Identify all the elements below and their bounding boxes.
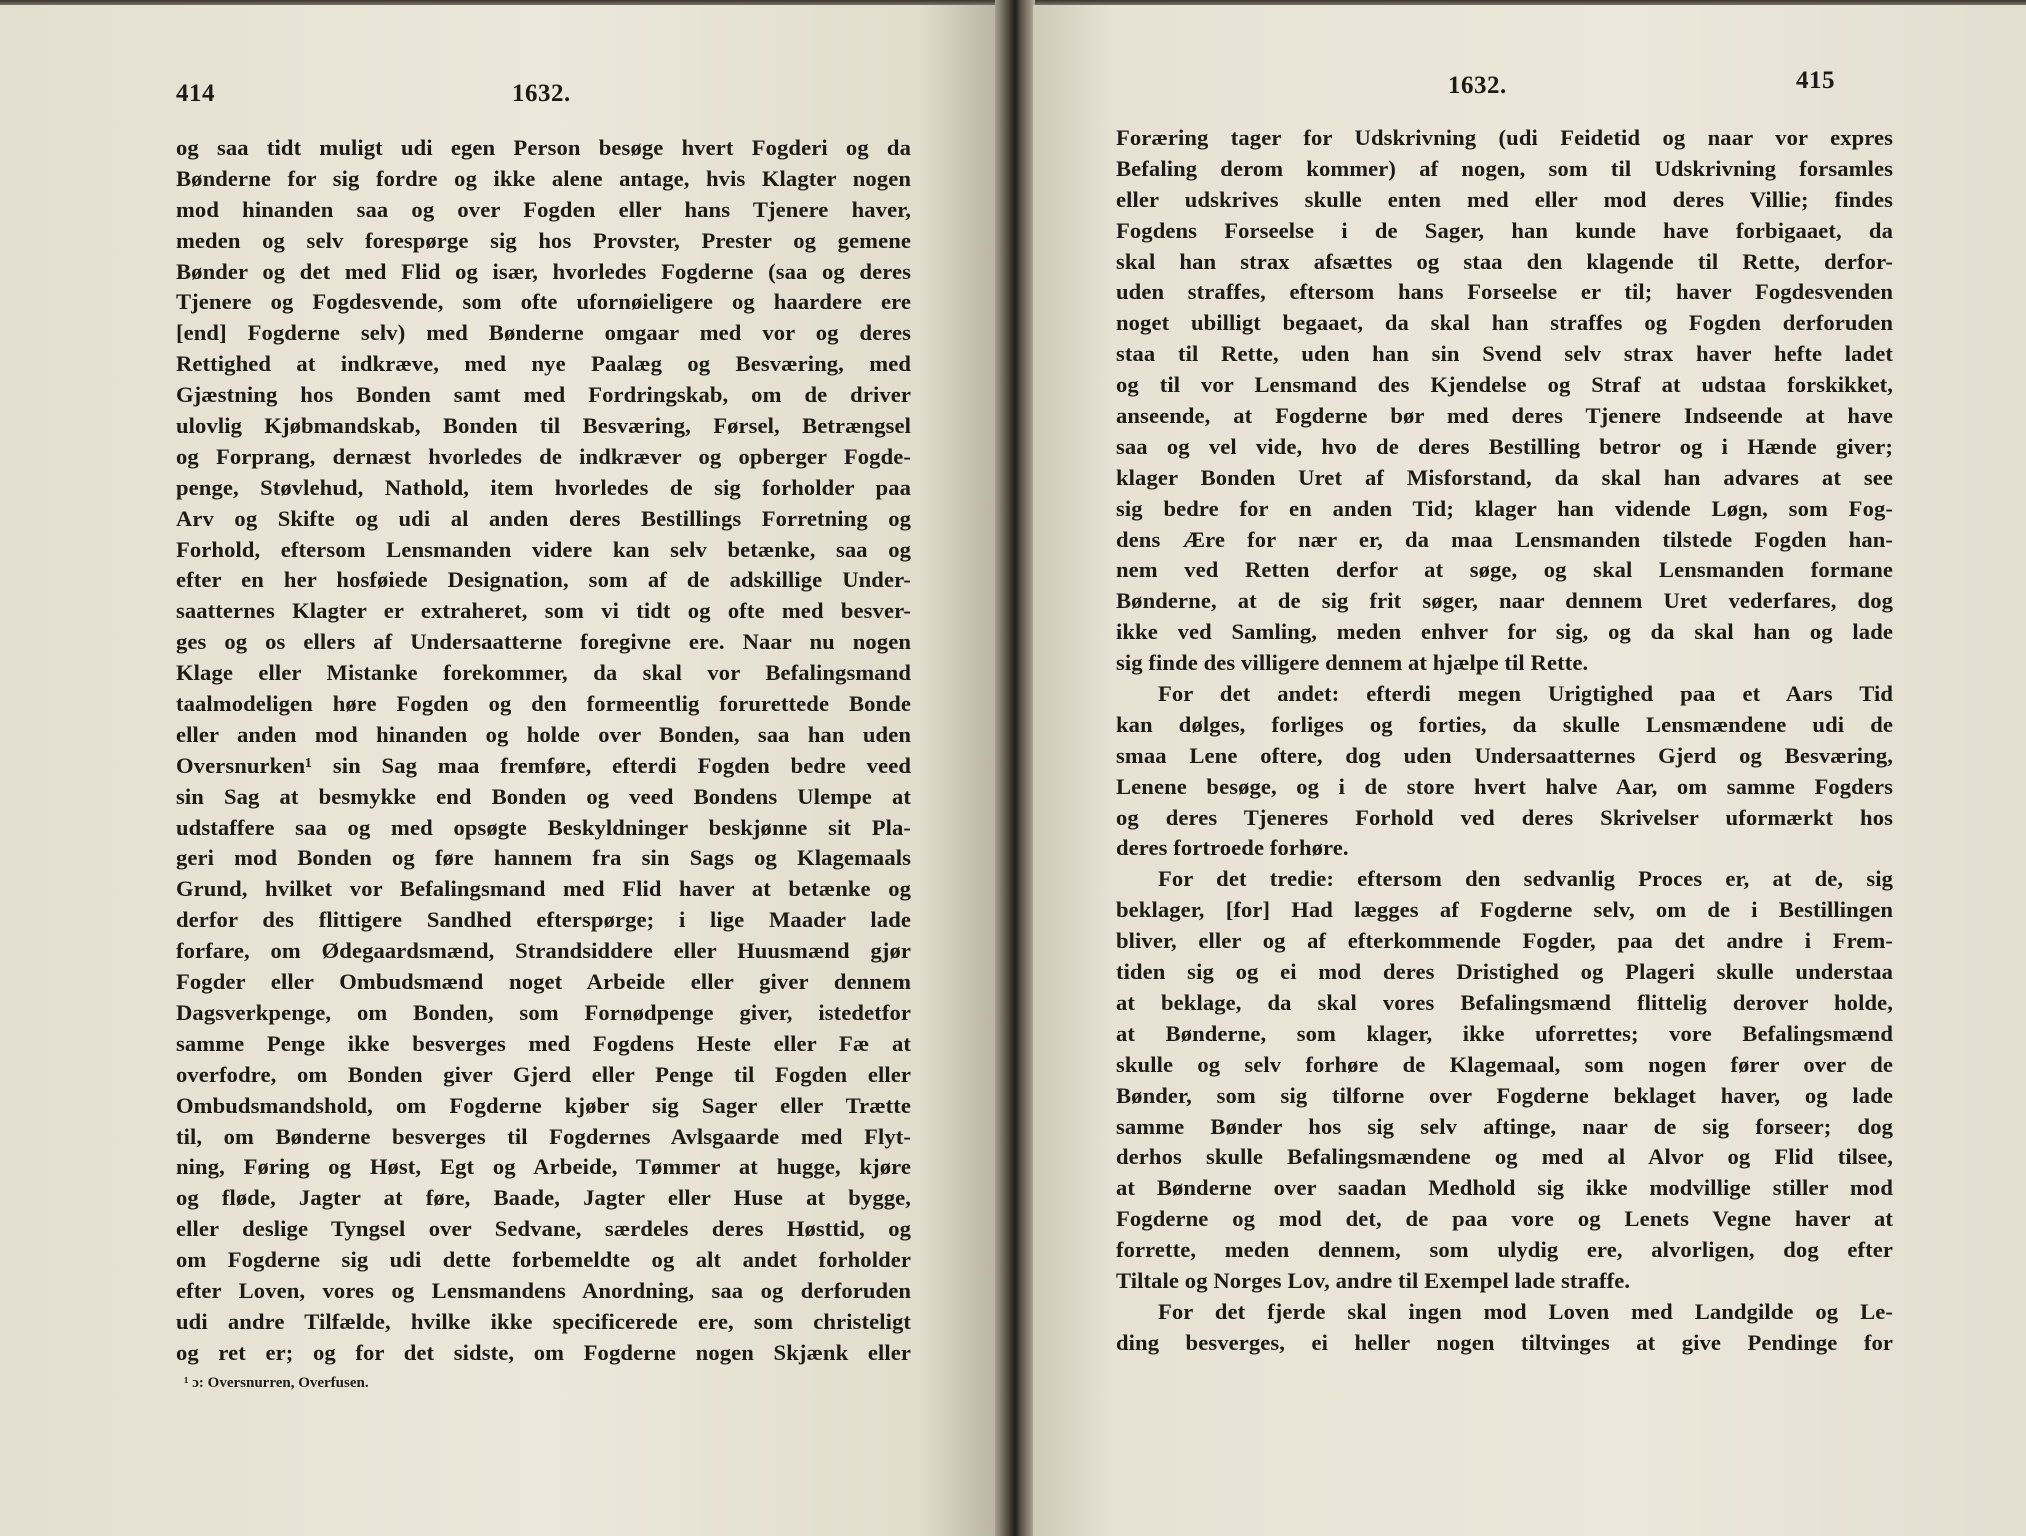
text-line: Bønder og det med Flid og især, hvorledes Fogderne (saa og deres <box>176 258 911 284</box>
text-line: eller udskrives skulle enten med eller mod deres Villie; findes <box>1116 186 1893 212</box>
text-line: Befaling derom kommer) af nogen, som til Udskrivning forsamles <box>1116 155 1893 181</box>
text-line: anseende, at Fogderne bør med deres Tjenere Indseende at have <box>1116 403 1893 429</box>
text-line: dens Ære for nær er, da maa Lensmanden tilstede Fogden han- <box>1116 526 1893 552</box>
text-line: deres fortroede forhøre. <box>1116 835 1349 861</box>
text-line: Dagsverkpenge, om Bonden, som Fornødpenge giver, istedetfor <box>176 999 911 1025</box>
text-line: til, om Bønderne besverges til Fogdernes Avlsgaarde med Flyt- <box>176 1123 911 1149</box>
text-line: at Bønderne over saadan Medhold sig ikke modvillige stiller mod <box>1116 1175 1893 1201</box>
text-line: For det fjerde skal ingen mod Loven med Landgilde og Le- <box>1158 1298 1893 1324</box>
text-line: Tjenere og Fogdesvende, som ofte ufornøieligere og haardere ere <box>176 289 911 315</box>
text-line: uden straffes, eftersom hans Forseelse er til; haver Fogdesvenden <box>1116 279 1893 305</box>
text-line: Fogderne og mod det, de paa vore og Lenets Vegne haver at <box>1116 1206 1893 1232</box>
right-page <box>1033 5 2026 1536</box>
text-line: noget ubilligt begaaet, da skal han straffes og Fogden derforuden <box>1116 310 1893 336</box>
text-line: sig bedre for en anden Tid; klager han vidende Løgn, som Fog- <box>1116 495 1893 521</box>
text-line: udstaffere saa og med opsøgte Beskyldninger beskjønne sit Pla- <box>176 814 911 840</box>
text-line: om Fogderne sig udi dette forbemeldte og alt andet forholder <box>176 1247 911 1273</box>
text-line: samme Bønder hos sig selv aftinge, naar de sig forseer; dog <box>1116 1113 1893 1139</box>
text-line: efter Loven, vores og Lensmandens Anordning, saa og derforuden <box>176 1277 911 1303</box>
text-line: derhos skulle Befalingsmændene og med al Alvor og Flid tilsee, <box>1116 1144 1893 1170</box>
right-page-body <box>1116 123 1893 1359</box>
text-line: skulle og selv forhøre de Klagemaal, som nogen fører over de <box>1116 1051 1893 1077</box>
text-line: og fløde, Jagter at føre, Baade, Jagter eller Huse at bygge, <box>176 1185 911 1211</box>
text-line: sig finde des villigere dennem at hjælpe til Rette. <box>1116 650 1589 676</box>
text-line: penge, Støvlehud, Nathold, item hvorledes de sig forholder paa <box>176 474 911 500</box>
text-line: Fogder eller Ombudsmænd noget Arbeide eller giver dennem <box>176 969 911 995</box>
text-line: beklager, [for] Had lægges af Fogderne selv, om de i Bestillingen <box>1116 897 1893 923</box>
text-line: forfare, om Ødegaardsmænd, Strandsiddere eller Huusmænd gjør <box>176 938 911 964</box>
text-line: derfor des flittigere Sandhed efterspørge; i lige Maader lade <box>176 907 911 933</box>
text-line: Klage eller Mistanke forekommer, da skal vor Befalingsmand <box>176 660 911 686</box>
text-line: Bønder, som sig tilforne over Fogderne beklaget haver, og lade <box>1116 1082 1893 1108</box>
right-year-header: 1632. <box>1448 72 1507 99</box>
text-line: skal han strax afsættes og staa den klagende til Rette, derfor- <box>1116 248 1893 274</box>
text-line: Bønderne, at de sig frit søger, naar dennem Uret vederfares, dog <box>1116 588 1893 614</box>
text-line: Lenene besøge, og i de store hvert halve Aar, om samme Fogders <box>1116 773 1893 799</box>
text-line: Gjæstning hos Bonden samt med Fordringskab, om de driver <box>176 382 911 408</box>
text-line: Rettighed at indkræve, med nye Paalæg og Besværing, med <box>176 351 911 377</box>
text-line: ning, Føring og Høst, Egt og Arbeide, Tømmer at hugge, kjøre <box>176 1154 911 1180</box>
book-gutter <box>995 0 1035 1536</box>
text-line: nem ved Retten derfor at søge, og skal Lensmanden formane <box>1116 557 1893 583</box>
right-page-number: 415 <box>1796 67 1835 94</box>
text-line: Foræring tager for Udskrivning (udi Feidetid og naar vor expres <box>1116 125 1893 150</box>
left-page-body <box>176 133 911 1369</box>
left-page-number: 414 <box>176 80 215 107</box>
text-line: eller deslige Tyngsel over Sedvane, særdeles deres Høsttid, og <box>176 1216 911 1242</box>
text-line: smaa Lene oftere, dog uden Undersaatternes Gjerd og Besværing, <box>1116 742 1893 768</box>
text-line: og deres Tjeneres Forhold ved deres Skrivelser uformærkt hos <box>1116 804 1893 830</box>
text-line: staa til Rette, uden han sin Svend selv strax haver hefte ladet <box>1116 341 1893 367</box>
text-line: og ret er; og for det sidste, om Fogderne nogen Skjænk eller <box>176 1339 911 1365</box>
text-line: sin Sag at besmykke end Bonden og veed Bondens Ulempe at <box>176 783 911 809</box>
text-line: og saa tidt muligt udi egen Person besøge hvert Fogderi og da <box>176 135 911 160</box>
text-line: og Forprang, dernæst hvorledes de indkræver og opberger Fogde- <box>176 443 911 469</box>
text-line: saatternes Klagter er extraheret, som vi tidt og ofte med besver- <box>176 598 911 624</box>
text-line: Tiltale og Norges Lov, andre til Exempel lade straffe. <box>1116 1267 1631 1293</box>
text-line: Fogdens Forseelse i de Sager, han kunde have forbigaaet, da <box>1116 217 1893 243</box>
text-line: Forhold, eftersom Lensmanden videre kan selv betænke, saa og <box>176 536 911 562</box>
text-line: meden og selv forespørge sig hos Provster, Prester og gemene <box>176 227 911 253</box>
text-line: overfodre, om Bonden giver Gjerd eller Penge til Fogden eller <box>176 1061 911 1087</box>
text-line: For det tredie: eftersom den sedvanlig Proces er, at de, sig <box>1158 866 1893 892</box>
text-line: Oversnurken¹ sin Sag maa fremføre, efterdi Fogden bedre veed <box>176 752 911 778</box>
text-line: ulovlig Kjøbmandskab, Bonden til Besværing, Førsel, Betrængsel <box>176 413 911 439</box>
text-line: For det andet: efterdi megen Urigtighed paa et Aars Tid <box>1158 681 1893 707</box>
text-line: forrette, meden dennem, som ulydig ere, alvorligen, dog efter <box>1116 1237 1893 1263</box>
text-line: ges og os ellers af Undersaatterne foregivne ere. Naar nu nogen <box>176 629 911 655</box>
left-page <box>0 5 1000 1536</box>
text-line: ikke ved Samling, meden enhver for sig, og da skal han og lade <box>1116 619 1893 645</box>
text-line: og til vor Lensmand des Kjendelse og Straf at udstaa forskikket, <box>1116 372 1893 398</box>
text-line: at Bønderne, som klager, ikke uforrettes; vore Befalingsmænd <box>1116 1020 1893 1046</box>
text-line: taalmodeligen høre Fogden og den formeentlig forurettede Bonde <box>176 691 911 717</box>
text-line: at beklage, da skal vores Befalingsmænd flittelig derover holde, <box>1116 989 1893 1015</box>
text-line: udi andre Tilfælde, hvilke ikke specificerede ere, som christeligt <box>176 1308 911 1334</box>
text-line: bliver, eller og af efterkommende Fogder, paa det andre i Frem- <box>1116 928 1893 954</box>
text-line: Arv og Skifte og udi al anden deres Bestillings Forretning og <box>176 505 911 531</box>
text-line: tiden sig og ei mod deres Dristighed og Plageri skulle understaa <box>1116 959 1893 985</box>
left-footnote: ¹ ɔ: Oversnurren, Overfusen. <box>184 1375 369 1391</box>
text-line: klager Bonden Uret af Misforstand, da skal han advares at see <box>1116 464 1893 490</box>
text-line: saa og vel vide, hvo de deres Bestilling betror og i Hænde giver; <box>1116 433 1893 459</box>
left-year-header: 1632. <box>512 80 571 107</box>
text-line: kan dølges, forliges og forties, da skulle Lensmændene udi de <box>1116 711 1893 737</box>
text-line: Grund, hvilket vor Befalingsmand med Flid haver at betænke og <box>176 876 911 902</box>
text-line: efter en her hosføiede Designation, som af de adskillige Under- <box>176 567 911 593</box>
text-line: Ombudsmandshold, om Fogderne kjøber sig Sager eller Trætte <box>176 1092 911 1118</box>
text-line: samme Penge ikke besverges med Fogdens Heste eller Fæ at <box>176 1030 911 1056</box>
text-line: geri mod Bonden og føre hannem fra sin Sags og Klagemaals <box>176 845 911 871</box>
text-line: [end] Fogderne selv) med Bønderne omgaar med vor og deres <box>176 320 911 346</box>
text-line: ding besverges, ei heller nogen tiltvinges at give Pendinge for <box>1116 1329 1893 1355</box>
text-line: Bønderne for sig fordre og ikke alene antage, hvis Klagter nogen <box>176 165 911 191</box>
text-line: eller anden mod hinanden og holde over Bonden, saa han uden <box>176 721 911 747</box>
text-line: mod hinanden saa og over Fogden eller hans Tjenere haver, <box>176 196 911 222</box>
